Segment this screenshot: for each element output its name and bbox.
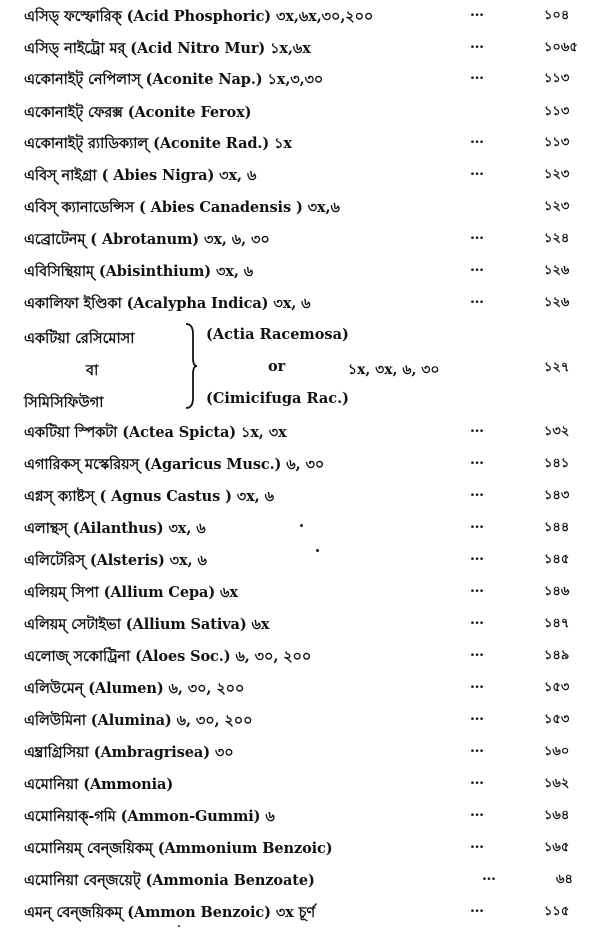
page-number: ১২৩ — [544, 167, 570, 182]
leader-dots: … — [470, 452, 485, 468]
entry-text: একোনাইট্ ফেরক্স (Aconite Ferox) — [24, 104, 252, 121]
entry-text: এলিউমেন্ (Alumen) ৬, ৩০, ২০০ — [24, 680, 245, 697]
page-number: ১৪৩ — [544, 488, 570, 503]
print-speck — [300, 524, 303, 527]
index-entry-actia-racemosa-group — [0, 318, 600, 414]
leader-dots: … — [470, 420, 485, 436]
page-number: ১১৩ — [544, 104, 570, 119]
index-entry-aconite-rad — [0, 129, 600, 159]
index-entry-aconite-ferox — [0, 98, 600, 128]
leader-dots: … — [470, 804, 485, 820]
index-entry-abies-canadensis — [0, 193, 600, 223]
index-entry-actea-spicta — [0, 418, 600, 448]
leader-dots: … — [470, 484, 485, 500]
entry-text: এব্রোটেনম্ ( Abrotanum) ৩x, ৬, ৩০ — [24, 231, 270, 248]
index-entry-abies-nigra — [0, 161, 600, 191]
entry-text: এমোনিয়া বেন্জয়েট্ (Ammonia Benzoate) — [24, 872, 315, 889]
index-entry-ammonia-benzoate — [0, 866, 600, 896]
page-number: ১৪৭ — [544, 616, 570, 631]
index-entry-allium-sativa — [0, 610, 600, 640]
entry-text: এসিড্ ফস্ফোরিক্ (Acid Phosphoric) ৩x,৬x,৩০,২০০ — [24, 8, 374, 25]
leader-dots: … — [470, 548, 485, 564]
leader-dots: … — [470, 227, 485, 243]
leader-dots: … — [470, 740, 485, 756]
leader-dots: … — [470, 36, 485, 52]
entry-text: একালিফা ইণ্ডিকা (Acalypha Indica) ৩x, ৬ — [24, 295, 311, 312]
group-english-alt-name: (Cimicifuga Rac.) — [206, 390, 349, 407]
page-number: ১৪৯ — [544, 648, 570, 663]
leader-dots: … — [470, 708, 485, 724]
page-number: ১৪৪ — [544, 520, 570, 535]
page-number: ১৪১ — [544, 456, 570, 471]
leader-dots: … — [470, 163, 485, 179]
page-number: ৬৪ — [556, 872, 573, 887]
leader-dots: … — [482, 868, 497, 884]
page-number: ১০৬৫ — [544, 40, 578, 55]
page-number: ১৬৫ — [544, 840, 570, 855]
group-english-name: (Actia Racemosa) — [206, 326, 349, 343]
group-bengali-alt-name: সিমিসিফিউগা — [24, 394, 104, 411]
leader-dots: … — [470, 291, 485, 307]
entry-text: এলিটেরিস্ (Alsteris) ৩x, ৬ — [24, 552, 207, 569]
group-or-text: or — [268, 358, 286, 375]
index-entry-ammonia — [0, 770, 600, 800]
curly-brace-icon — [184, 322, 198, 410]
index-entry-ambragrisea — [0, 738, 600, 768]
entry-text: এলিউমিনা (Alumina) ৬, ৩০, ২০০ — [24, 712, 253, 729]
page-number: ১৪৬ — [544, 584, 570, 599]
leader-dots: … — [470, 580, 485, 596]
entry-text: এগারিকস্ মস্কেরিয়স্ (Agaricus Musc.) ৬, ৩০ — [24, 456, 325, 473]
index-entry-ammonium-benzoic — [0, 834, 600, 864]
page-number: ১২৩ — [544, 199, 570, 214]
leader-dots: … — [470, 836, 485, 852]
leader-dots: … — [470, 67, 485, 83]
leader-dots: … — [470, 259, 485, 275]
index-entry-alsteris — [0, 546, 600, 576]
leader-dots: … — [470, 676, 485, 692]
page-number: ১৩২ — [544, 424, 570, 439]
index-entry-ammon-gummi — [0, 802, 600, 832]
entry-text: এম্ব্রাগ্রিসিয়া (Ambragrisea) ৩০ — [24, 744, 234, 761]
entry-text: এলিয়ম্ সিপা (Allium Cepa) ৬x — [24, 584, 238, 601]
leader-dots: … — [470, 644, 485, 660]
index-entry-allium-cepa — [0, 578, 600, 608]
group-bengali-or: বা — [86, 362, 99, 379]
index-entry-ailanthus — [0, 514, 600, 544]
page-number: ১৫৩ — [544, 712, 570, 727]
page-number: ১১৫ — [544, 904, 570, 919]
entry-text: এলান্থস্ (Ailanthus) ৩x, ৬ — [24, 520, 206, 537]
print-speck — [316, 549, 319, 552]
entry-text: এমোনিয়ম্ বেন্জয়িকম্ (Ammonium Benzoic) — [24, 840, 333, 857]
entry-text: এসিড্ নাইট্রো মর্ (Acid Nitro Mur) ১x,৬x — [24, 40, 311, 57]
index-entry-aloes-soc — [0, 642, 600, 672]
leader-dots: … — [470, 4, 485, 20]
page-number: ১৬২ — [544, 776, 570, 791]
leader-dots: … — [470, 131, 485, 147]
print-speck — [178, 925, 180, 927]
index-entry-abisinthium — [0, 257, 600, 287]
index-entry-acid-nitro-mur — [0, 34, 600, 64]
entry-text: একোনাইট্ র‍্যাডিক্যাল্ (Aconite Rad.) ১x — [24, 135, 292, 152]
index-entry-agnus-castus — [0, 482, 600, 512]
leader-dots: … — [470, 900, 485, 916]
entry-text: এগ্নস্ ক্যাষ্টস্ ( Agnus Castus ) ৩x, ৬ — [24, 488, 274, 505]
index-entry-alumen — [0, 674, 600, 704]
leader-dots: … — [470, 516, 485, 532]
entry-text: এবিসিন্থিয়াম্ (Abisinthium) ৩x, ৬ — [24, 263, 254, 280]
page-number: ১২৬ — [544, 295, 570, 310]
page-number: ১৬৪ — [544, 808, 570, 823]
page-number: ১১৩ — [544, 135, 570, 150]
index-entry-ammon-benzoic — [0, 898, 600, 928]
entry-text: একোনাইট্ নেপিলাস্ (Aconite Nap.) ১x,৩,৩০ — [24, 71, 324, 88]
page-number: ১৪৫ — [544, 552, 570, 567]
index-entry-acid-phosphoric — [0, 2, 600, 32]
page-number: ১২৪ — [544, 231, 570, 246]
page-number: ১৬০ — [544, 744, 570, 759]
entry-text: এবিস্ ক্যানাডেন্সিস ( Abies Canadensis ) ৩x,৬ — [24, 199, 340, 216]
index-entry-agaricus-musc — [0, 450, 600, 480]
group-potencies: ১x, ৩x, ৬, ৩০ — [348, 362, 440, 378]
entry-text: এমোনিয়াক্-গমি (Ammon-Gummi) ৬ — [24, 808, 275, 825]
page-number: ১২৬ — [544, 263, 570, 278]
index-entry-aconite-nap — [0, 65, 600, 95]
page-number: ১৫৩ — [544, 680, 570, 695]
page-number: ১১৩ — [544, 71, 570, 86]
entry-text: এলোজ্ সকোট্রিনা (Aloes Soc.) ৬, ৩০, ২০০ — [24, 648, 312, 665]
index-entry-acalypha-indica — [0, 289, 600, 319]
entry-text: একটিয়া স্পিকটা (Actea Spicta) ১x, ৩x — [24, 424, 287, 441]
page-number: ১০৪ — [544, 8, 570, 23]
group-bengali-name: একটিয়া রেসিমোসা — [24, 330, 135, 347]
entry-text: এবিস্ নাইগ্রা ( Abies Nigra) ৩x, ৬ — [24, 167, 257, 184]
leader-dots: … — [470, 772, 485, 788]
entry-text: এলিয়ম্ সেটাইভা (Allium Sativa) ৬x — [24, 616, 270, 633]
index-entry-abrotanum — [0, 225, 600, 255]
index-entry-alumina — [0, 706, 600, 736]
leader-dots: … — [470, 612, 485, 628]
entry-text: এমোনিয়া (Ammonia) — [24, 776, 174, 793]
page-number: ১২৭ — [544, 360, 570, 375]
entry-text: এমন্ বেন্জয়িকম্ (Ammon Benzoic) ৩x চূর্ণ — [24, 904, 316, 921]
